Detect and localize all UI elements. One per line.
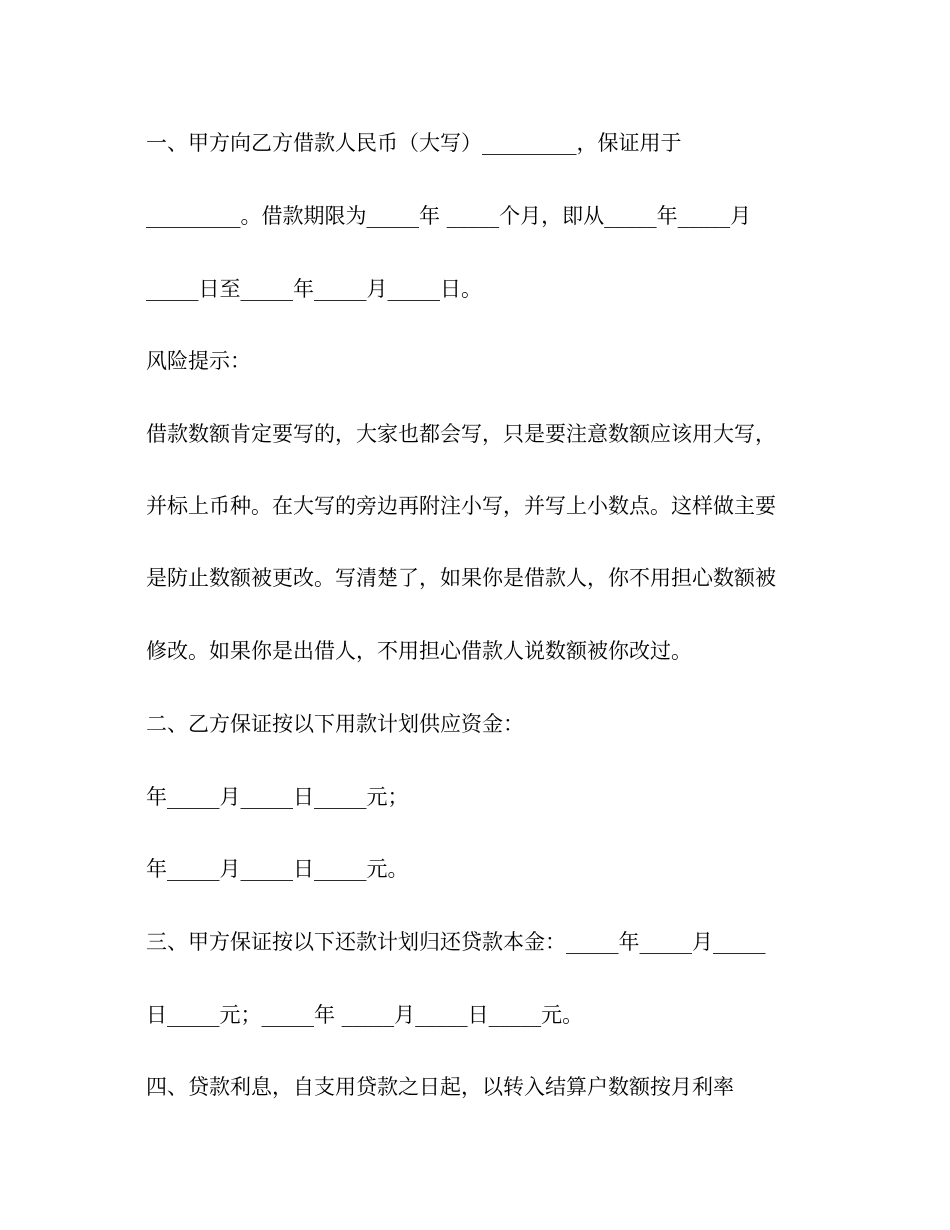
clause-3-line-1: 三、甲方保证按以下还款计划归还贷款本金：_____年_____月_____ bbox=[146, 930, 766, 954]
clause-2-line-2: 年_____月_____日_____元。 bbox=[146, 857, 409, 881]
clause-1-line-1: 一、甲方向乙方借款人民币（大写）_________，保证用于 bbox=[146, 131, 682, 155]
clause-1-line-3: _____日至_____年_____月_____日。 bbox=[146, 277, 482, 301]
risk-line-2: 并标上币种。在大写的旁边再附注小写，并写上小数点。这样做主要 bbox=[146, 494, 776, 518]
clause-2-heading: 二、乙方保证按以下用款计划供应资金： bbox=[146, 712, 524, 736]
clause-1-line-2: _________。借款期限为_____年 _____个月，即从_____年_____月 bbox=[146, 204, 752, 228]
clause-4-line-1: 四、贷款利息，自支用贷款之日起，以转入结算户数额按月利率 bbox=[146, 1075, 734, 1099]
risk-line-1: 借款数额肯定要写的，大家也都会写，只是要注意数额应该用大写， bbox=[146, 422, 776, 446]
risk-heading: 风险提示： bbox=[146, 349, 251, 373]
clause-2-line-1: 年_____月_____日_____元； bbox=[146, 785, 409, 809]
clause-3-line-2: 日_____元；_____年 _____月_____日_____元。 bbox=[146, 1003, 584, 1027]
risk-line-4: 修改。如果你是出借人，不用担心借款人说数额被你改过。 bbox=[146, 639, 692, 663]
risk-line-3: 是防止数额被更改。写清楚了，如果你是借款人，你不用担心数额被 bbox=[146, 566, 776, 590]
